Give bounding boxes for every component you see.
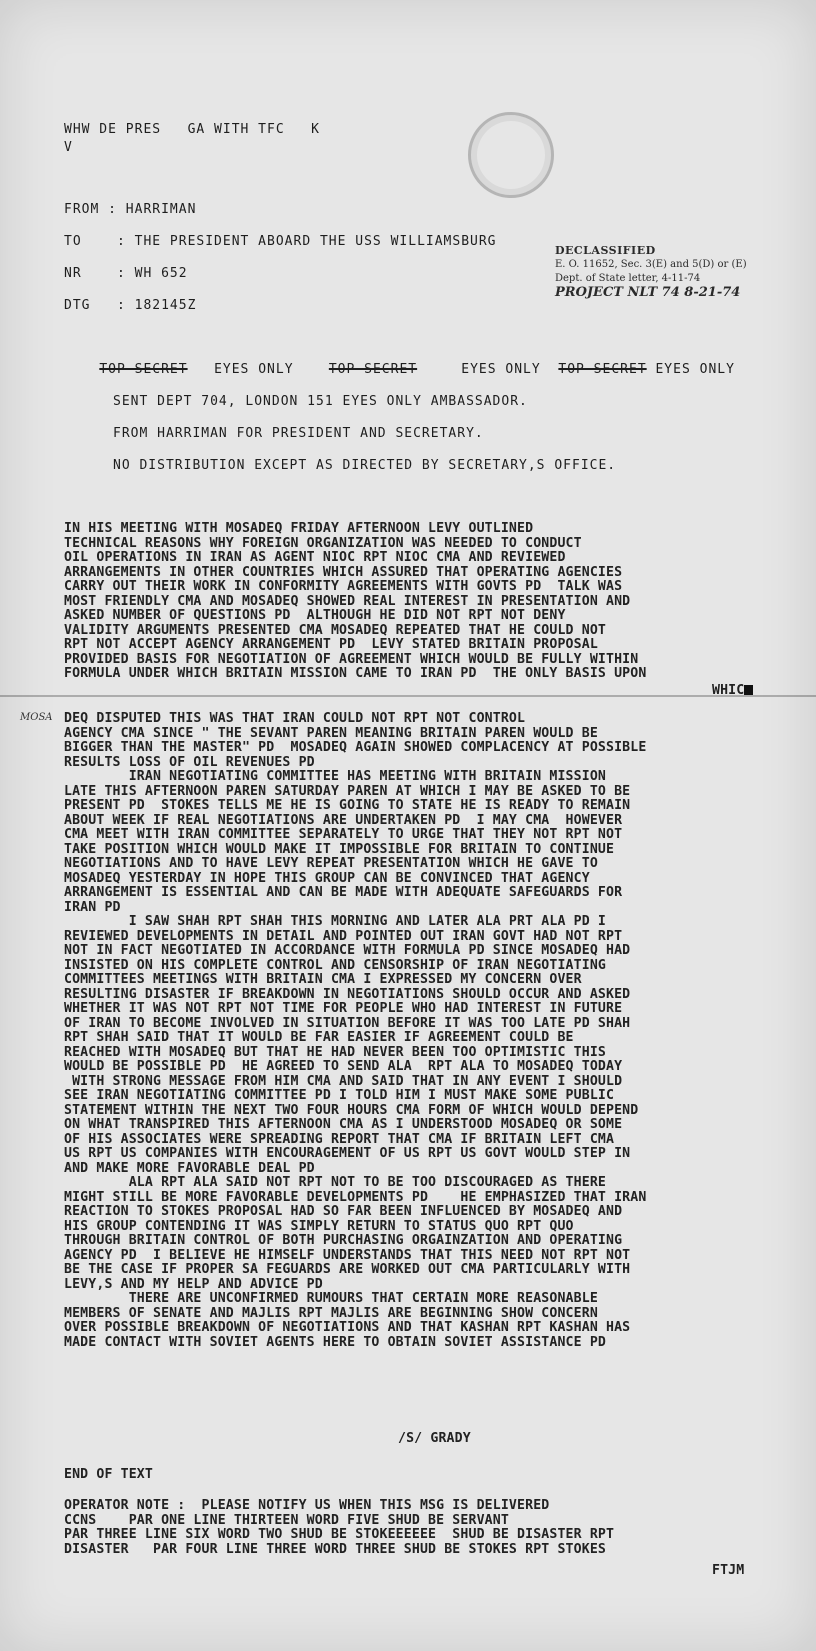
declass-letter: Dept. of State letter, 4-11-74 xyxy=(555,273,701,284)
declass-title: DECLASSIFIED xyxy=(555,244,656,257)
page-fold-line xyxy=(0,695,816,697)
nr-line: NR : WH 652 xyxy=(64,266,188,281)
classification-strike-2: TOP SECRET xyxy=(328,362,418,377)
eyes-only-3: EYES ONLY xyxy=(655,362,735,377)
declass-authority: E. O. 11652, Sec. 3(E) and 5(D) or (E) xyxy=(555,259,747,270)
footer-code: FTJM xyxy=(712,1563,745,1578)
classification-strike-3: TOP SECRET xyxy=(558,362,647,377)
routing-line-2: V xyxy=(64,140,73,155)
preamble-line-1: SENT DEPT 704, LONDON 151 EYES ONLY AMBASSADOR. xyxy=(113,394,528,409)
margin-handwritten-note: MOSA xyxy=(20,712,53,723)
declass-project: PROJECT NLT 74 8-21-74 xyxy=(555,285,741,300)
signature: /S/ GRADY xyxy=(398,1431,471,1446)
end-of-text: END OF TEXT xyxy=(64,1467,153,1482)
operator-note: OPERATOR NOTE : PLEASE NOTIFY US WHEN THIS MSG IS DELIVERED CCNS PAR ONE LINE THIRTEEN WORD FIVE SHUD BE SERVANT PAR THREE LINE SIX WORD TWO SHUD BE STOKEEEEEE SHUD BE DISASTER RPT DISASTER PAR FOUR LINE THREE WORD THREE SHUD BE STOKES RPT STOKES xyxy=(64,1498,615,1557)
dtg-line: DTG : 182145Z xyxy=(64,298,197,313)
preamble-line-3: NO DISTRIBUTION EXCEPT AS DIRECTED BY SECRETARY,S OFFICE. xyxy=(113,458,617,473)
routing-line: WHW DE PRES GA WITH TFC K xyxy=(64,122,320,137)
eyes-only-1: EYES ONLY xyxy=(214,362,294,377)
redaction-mark xyxy=(744,685,753,695)
declassified-stamp xyxy=(555,244,775,300)
whic-text: WHIC xyxy=(712,683,745,698)
eyes-only-2: EYES ONLY xyxy=(461,362,541,377)
archive-seal-stamp xyxy=(468,112,554,198)
to-line: TO : THE PRESIDENT ABOARD THE USS WILLIAMSBURG xyxy=(64,234,497,249)
from-line: FROM : HARRIMAN xyxy=(64,202,197,217)
preamble-line-2: FROM HARRIMAN FOR PRESIDENT AND SECRETARY. xyxy=(113,426,484,441)
classification-strike-1: TOP SECRET xyxy=(99,362,188,377)
body-paragraph-1: IN HIS MEETING WITH MOSADEQ FRIDAY AFTERNOON LEVY OUTLINED TECHNICAL REASONS WHY FOREIGN ORGANIZATION WAS NEEDED TO CONDUCT OIL OPERATIONS IN IRAN AS AGENT NIOC RPT NIOC CMA AND REVIEWED ARRANGEMENTS IN OTHER COUNTRIES WHICH ASSURED THAT OPERATING AGENCIES CARRY OUT THEIR WORK IN CONFORMITY AGREEMENTS WITH GOVTS PD TALK WAS MOST FRIENDLY CMA AND MOSADEQ SHOWED REAL INTEREST IN PRESENTATION AND ASKED NUMBER OF QUESTIONS PD ALTHOUGH HE DID NOT RPT NOT DENY VALIDITY ARGUMENTS PRESENTED CMA MOSADEQ REPEATED THAT HE COULD NOT RPT NOT ACCEPT AGENCY ARRANGEMENT PD LEVY STATED BRITAIN PROPOSAL PROVIDED BASIS FOR NEGOTIATION OF AGREEMENT WHICH WOULD BE FULLY WITHIN FORMULA UNDER WHICH BRITAIN MISSION CAME TO IRAN PD THE ONLY BASIS UPON xyxy=(64,521,647,681)
body-paragraphs-main: DEQ DISPUTED THIS WAS THAT IRAN COULD NOT RPT NOT CONTROL AGENCY CMA SINCE " THE SEVANT PAREN MEANING BRITAIN PAREN WOULD BE BIGGER THAN THE MASTER" PD MOSADEQ AGAIN SHOWED COMPLACENCY AT POSSIBLE RESULTS LOSS OF OIL REVENUES PD IRAN NEGOTIATING COMMITTEE HAS MEETING WITH BRITAIN MISSION LATE THIS AFTERNOON PAREN SATURDAY PAREN AT WHICH I MAY BE ASKED TO BE PRESENT PD STOKES TELLS ME HE IS GOING TO STATE HE IS READY TO REMAIN ABOUT WEEK IF REAL NEGOTIATIONS ARE UNDERTAKEN PD I MAY CMA HOWEVER CMA MEET WITH IRAN COMMITTEE SEPARATELY TO URGE THAT THEY NOT RPT NOT TAKE POSITION WHICH WOULD MAKE IT IMPOSSIBLE FOR BRITAIN TO CONTINUE NEGOTIATIONS AND TO HAVE LEVY REPEAT PRESENTATION WHICH HE GAVE TO MOSADEQ YESTERDAY IN HOPE THIS GROUP CAN BE CONVINCED THAT AGENCY ARRANGEMENT IS ESSENTIAL AND CAN BE MADE WITH ADEQUATE SAFEGUARDS FOR IRAN PD I SAW SHAH RPT SHAH THIS MORNING AND LATER ALA PRT ALA PD I REVIEWED DEVELOPMENTS IN DETAIL AND POINTED OUT IRAN GOVT HAD NOT RPT NOT IN FACT NEGOTIATED IN ACCORDANCE WITH FORMULA PD SINCE MOSADEQ HAD INSISTED ON HIS COMPLETE CONTROL AND CENSORSHIP OF IRAN NEGOTIATING COMMITTEES MEETINGS WITH BRITAIN CMA I EXPRESSED MY CONCERN OVER RESULTING DISASTER IF BREAKDOWN IN NEGOTIATIONS SHOULD OCCUR AND ASKED WHETHER IT WAS NOT RPT NOT TIME FOR PEOPLE WHO HAD INTEREST IN FUTURE OF IRAN TO BECOME INVOLVED IN SITUATION BEFORE IT WAS TOO LATE PD SHAH RPT SHAH SAID THAT IT WOULD BE FAR EASIER IF AGREEMENT COULD BE REACHED WITH MOSADEQ BUT THAT HE HAD NEVER BEEN TOO OPTIMISTIC THIS WOULD BE POSSIBLE PD HE AGREED TO SEND ALA RPT ALA TO MOSADEQ TODAY WITH STRONG MESSAGE FROM HIM CMA AND SAID THAT IN ANY EVENT I SHOULD SEE IRAN NEGOTIATING COMMITTEE PD I TOLD HIM I MUST MAKE SOME PUBLIC STATEMENT WITHIN THE NEXT TWO FOUR HOURS CMA FORM OF WHICH WOULD DEPEND ON WHAT TRANSPIRED THIS AFTERNOON CMA AS I UNDERSTOOD MOSADEQ OR SOME OF HIS ASSOCIATES WERE SPREADING REPORT THAT CMA IF BRITAIN LEFT CMA US RPT US COMPANIES WITH ENCOURAGEMENT OF US RPT US GOVT WOULD STEP IN AND MAKE MORE FAVORABLE DEAL PD ALA RPT ALA SAID NOT RPT NOT TO BE TOO DISCOURAGED AS THERE MIGHT STILL BE MORE FAVORABLE DEVELOPMENTS PD HE EMPHASIZED THAT IRAN REACTION TO STOKES PROPOSAL HAD SO FAR BEEN INFLUENCED BY MOSADEQ AND HIS GROUP CONTENDING IT WAS SIMPLY RETURN TO STATUS QUO RPT QUO THROUGH BRITAIN CONTROL OF BOTH PURCHASING ORGAINZATION AND OPERATING AGENCY PD I BELIEVE HE HIMSELF UNDERSTANDS THAT THIS NEED NOT RPT NOT BE THE CASE IF PROPER SA FEGUARDS ARE WORKED OUT CMA PARTICULARLY WITH LEVY,S AND MY HELP AND ADVICE PD THERE ARE UNCONFIRMED RUMOURS THAT CERTAIN MORE REASONABLE MEMBERS OF SENATE AND MAJLIS RPT MAJLIS ARE BEGINNING SHOW CONCERN OVER POSSIBLE BREAKDOWN OF NEGOTIATIONS AND THAT KASHAN RPT KASHAN HAS MADE CONTACT WITH SOVIET AGENTS HERE TO OBTAIN SOVIET ASSISTANCE PD xyxy=(64,711,647,1350)
classification-line xyxy=(64,346,735,394)
